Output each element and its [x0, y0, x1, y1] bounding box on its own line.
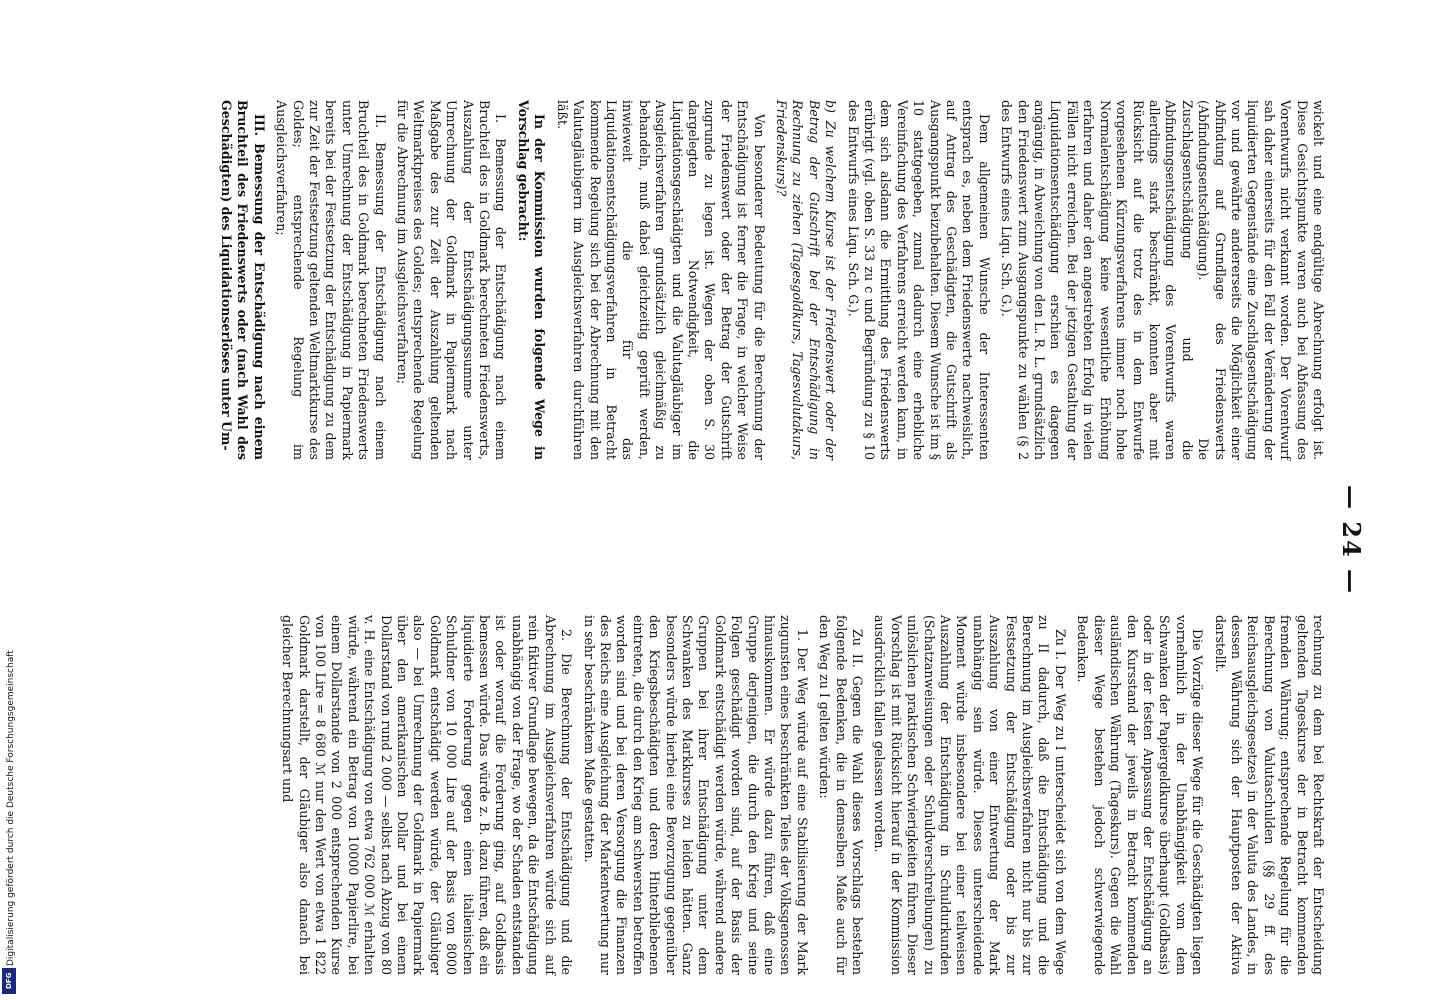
list-item: II. Bemessung der Entschädigung nach einem Bruchteil des in Goldmark berechneten Friedenswerts unter Umrechnung der Entschädigung in Papiermark bereits bei der Festsetzung der Entschädigung zu dem zur Zeit der Festsetzung geltenden Weltmarktkurse des Goldes; entsprechende Regelung im Ausgleichsverfahren; [274, 100, 388, 460]
paragraph: Von besonderer Bedeutung für die Berechnung der Entschädigung ist ferner die Frage, in welcher Weise der Friedenswert oder der Betrag der Gutschrift zugrunde zu legen ist. Wegen der oben S. 30 dargelegten Notwendigkeit, die Liquidationsgeschädigten und die Valutagläubiger im Ausgleichsverfahren grundsätzlich gleichmäßig zu behandeln, muß dabei gleichzeitig geprüft werden, inwieweit die für das Liquidationsentschädigungsverfahren in Betracht kommende Regelung sich bei der Abrechnung mit den Valutagläubigern im Ausgleichsverfahren durchführen läßt. [554, 100, 767, 460]
left-column [212, 100, 1326, 460]
paragraph: 1. Der Weg würde auf eine Stabilisierung der Mark zugunsten eines beschränkten Teiles der Volksgenossen hinauskommen. Er würde dazu führen, daß eine Gruppe derjenigen, die durch den Krieg und seine Folgen geschädigt worden sind, auf der Basis der Goldmark entschädigt werden würde, während andere Gruppen bei ihrer Entschädigung unter dem Schwanken des Markkurses zu leiden hätten. Ganz besonders würde hierbei eine Bevorzugung gegenüber den Kriegsbeschädigten und deren Hinterbliebenen eintreten, die durch den Krieg am schwersten betroffen worden sind und bei deren Versorgung die Finanzen des Reichs eine Ausgleichung der Markentwertung nur in sehr beschränktem Maße gestatten. [581, 615, 810, 975]
dfg-logo: DFG [2, 968, 16, 994]
right-column [273, 615, 1326, 975]
section-heading: b) Zu welchem Kurse ist der Friedenswert oder der Betrag der Gutschrift bei der Entschädigung in Rechnung zu ziehen (Tagesgoldkurs, Tagesvalutakurs, Friedenskurs)? [774, 100, 839, 460]
paragraph: Zu II. Gegen die Wahl dieses Vorschlags bestehen folgende Bedenken, die in demselben Maße auch für den Weg zu I gelten würden: [817, 615, 866, 975]
paragraph: In der Kommission wurden folgende Wege in Vorschlag gebracht: [515, 100, 548, 460]
paragraph: rechnung zu dem bei Rechtskraft der Entscheidung geltenden Tageskurse der in Betracht kommenden fremden Währung; entsprechende Regelung für die Berechnung von Valutaschulden (§§ 29 ff. des Reichsausgleichsgesetzes) in der Valuta des Landes, in dessen Währung sich der Hauptposten der Aktiva darstellt. [1212, 615, 1326, 975]
paragraph: Dem allgemeinen Wunsche der Interessenten entsprach es, neben dem Friedenswerte nachweislich, auf Antrag des Geschädigten, die Gutschrift als Ausgangspunkt beizubehalten. Diesem Wunsche ist im § 10 stattgegeben, zumal dadurch eine erhebliche Vereinfachung des Verfahrens erreicht werden kann, in dem sich alsdann die Ermittlung des Friedenswerts erübrigt (vgl. oben S. 33 zu c und Begründung zu § 10 des Entwurfs eines Liqu. Sch. G.). [845, 100, 992, 460]
rotated-page [106, 100, 1366, 980]
list-item: III. Bemessung der Entschädigung nach einem Bruchteil des Friedenswerts oder (nach Wahl des Geschädigten) des Liquidationserlöses unter Um- [219, 100, 267, 460]
list-item: I. Bemessung der Entschädigung nach einem Bruchteil des in Goldmark berechneten Friedenswerts, Auszahlung der Entschädigungssumme unter Umrechnung der Goldmark in Papiermark nach Maßgabe des zur Zeit der Auszahlung geltenden Weltmarktpreises des Goldes; entsprechende Regelung für die Abrechnung im Ausgleichsverfahren; [395, 100, 509, 460]
paragraph: 2. Die Berechnung der Entschädigung und die Abrechnung im Ausgleichsverfahren würde sich auf rein fiktiver Grundlage bewegen, da die Entschädigung unabhängig von der Frage, wo der Schaden entstanden ist oder worauf die Forderung ging, auf Goldbasis bemessen würde. Das würde z. B. dazu führen, daß ein liquidierte Forderung gegen einen italienischen Schuldner von 10 000 Lire auf der Basis von 8000 Goldmark entschädigt werden würde, der Gläubiger also — bei Umrechnung der Goldmark in Papiermark über den amerikanischen Dollar und bei einem Dollarstand von rund 2 000 — selbst nach Abzug von 80 v. H. eine Entschädigung von etwa 762 000 ℳ erhalten würde, während ein Betrag von 10000 Papierlire, bei einem Dollarstande von 2 000 entsprechenden Kurse von 100 Lire = 8 680 ℳ nur den Wert von etwa 1 822 Goldmark darstellt, der Gläubiger also danach bei gleicher Berechnungsart und [280, 615, 575, 975]
paragraph: wickelt und eine endgültige Abrechnung erfolgt ist. Diese Gesichtspunkte waren auch bei Abfassung des Vorentwurfs nicht verkannt worden. Der Vorentwurf sah daher einerseits für den Fall der Veränderung der liquidierten Gegenstände eine Zuschlagsentschädigung vor und gewährte andererseits die Möglichkeit einer Abfindung auf Grundlage des Friedenswerts (Abfindungsentschädigung). Die Zuschlagsentschädigung und die Abfindungsentschädigung des Vorentwurfs waren allerdings stark beschränkt, konnten aber mit Rücksicht auf die trotz des in dem Entwurfe vorgesehenen Kürzungsverfahrens immer noch hohe Normalentschädigung keine wesentliche Erhöhung erfahren und daher den angestrebten Erfolg in vielen Fällen nicht erreichen. Bei der jetzigen Gestaltung der Liquidationsentschädigung erschien es dagegen angängig, in Abweichung von den L. R. L. grundsätzlich den Friedenswert zum Ausgangspunkte zu wählen (§ 2 des Entwurfs eines Liqu. Sch. G.). [999, 100, 1326, 460]
paragraph: Die Vorzüge dieser Wege für die Geschädigten liegen vornehmlich in der Unabhängigkeit vom dem Schwanken der Papiergeldkurse überhaupt (Goldbasis) oder in der festen Anpassung der Entschädigung an den Kursstand der jeweils in Betracht kommenden ausländischen Währung (Tageskurs). Gegen die Wahl dieser Wege bestehen jedoch schwerwiegende Bedenken. [1075, 615, 1206, 975]
page-number: — 24 — [1337, 484, 1366, 596]
digitization-attribution: Digitalisierung gefördert durch die Deutsche Forschungsgemeinschaft [6, 650, 16, 966]
paragraph: Zu I. Der Weg zu I unterscheidet sich von dem Wege zu II dadurch, daß die Entschädigung und die Berechnung im Ausgleichsverfahren nicht nur bis zur Festsetzung der Entschädigung oder bis zur Auszahlung von einer Entwertung der Mark unabhängig sein würde. Dieses unterscheidende Moment würde insbesondere bei einer teilweisen Auszahlung der Entschädigung in Schuldurkunden (Schatzanweisungen oder Schuldverschreibungen) zu unlöslichen praktischen Schwierigkeiten führen. Dieser Vorschlag ist mit Rücksicht hierauf in der Kommission ausdrücklich fallen gelassen worden. [872, 615, 1068, 975]
